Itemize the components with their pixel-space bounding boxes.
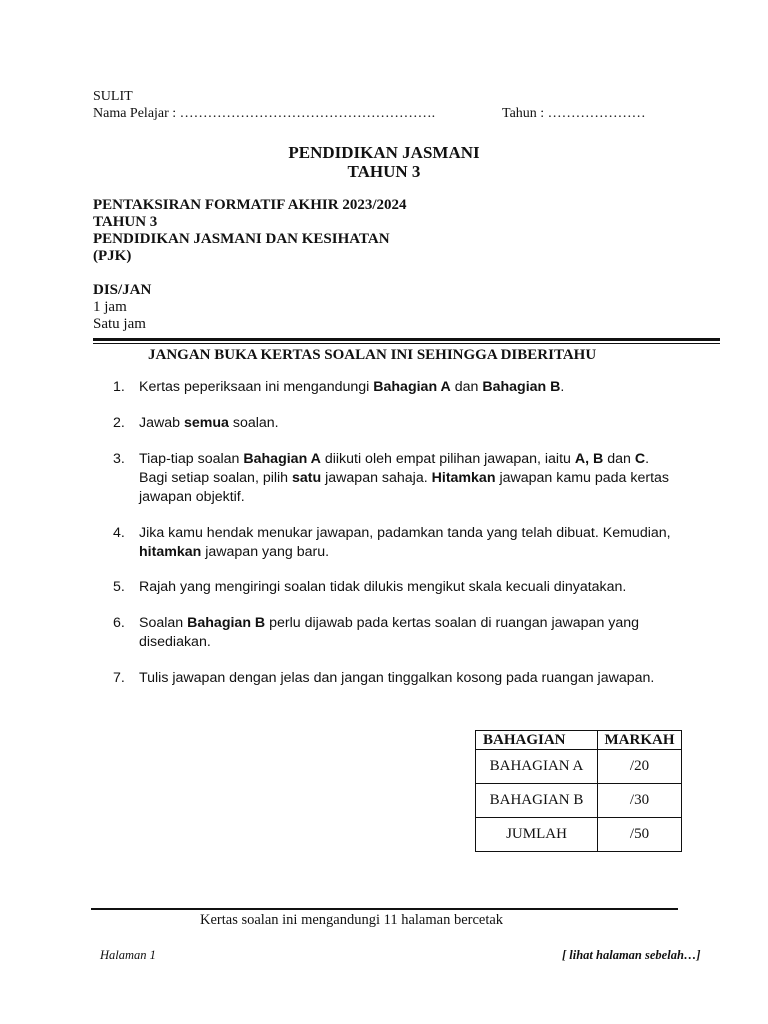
marks-table-header (476, 731, 682, 750)
exam-duration-words: Satu jam (93, 316, 146, 332)
divider-thick (93, 338, 720, 341)
instruction-text: Tulis jawapan dengan jelas dan jangan tinggalkan kosong pada ruangan jawapan. (139, 670, 655, 686)
instruction-text: . (560, 379, 565, 395)
instruction-text: jawapan yang baru. (201, 544, 330, 560)
instruction-text: jawapan sahaja. (321, 470, 432, 486)
exam-duration: 1 jam (93, 299, 127, 315)
instruction-item (113, 614, 673, 652)
exam-session: DIS/JAN (93, 282, 152, 298)
instruction-item (113, 414, 673, 433)
divider-thin (93, 343, 720, 344)
exam-year: TAHUN 3 (93, 214, 158, 230)
row-marks: /30 (598, 784, 682, 818)
instruction-emphasis: Bahagian B (482, 379, 561, 395)
instruction-item (113, 378, 673, 397)
subject-abbreviation: (PJK) (93, 248, 132, 264)
classification-label: SULIT (93, 89, 133, 104)
row-section: BAHAGIAN A (476, 750, 598, 784)
instruction-text: Soalan (139, 615, 188, 631)
instruction-item (113, 669, 673, 688)
marks-table (475, 730, 682, 852)
header-section: BAHAGIAN (476, 731, 598, 750)
table-row (476, 750, 682, 784)
subject-name: PENDIDIKAN JASMANI DAN KESIHATAN (93, 231, 390, 247)
instruction-number: 4. (113, 525, 125, 541)
instruction-text: diikuti oleh empat pilihan jawapan, iaitu (320, 451, 575, 467)
instruction-emphasis: Bahagian A (373, 379, 451, 395)
instruction-emphasis: Bahagian B (187, 615, 266, 631)
instruction-text: Rajah yang mengiringi soalan tidak dilukis mengikut skala kecuali dinyatakan. (139, 579, 627, 595)
student-name-field: Nama Pelajar : ………………………………………………. (93, 106, 436, 121)
warning-banner: JANGAN BUKA KERTAS SOALAN INI SEHINGGA DIBERITAHU (148, 347, 597, 363)
instruction-number: 2. (113, 415, 125, 431)
instruction-text: Kertas peperiksaan ini mengandungi (139, 379, 374, 395)
instruction-number: 1. (113, 379, 125, 395)
instruction-item (113, 450, 673, 507)
instruction-text: dan (450, 379, 483, 395)
instruction-item (113, 524, 673, 562)
page-number: Halaman 1 (100, 948, 156, 962)
next-page-note: [ lihat halaman sebelah…] (562, 948, 701, 962)
row-section: JUMLAH (476, 818, 598, 852)
instruction-text: soalan. (228, 415, 279, 431)
instruction-text: . Bagi setiap soalan, pilih (139, 451, 650, 486)
instruction-number: 6. (113, 615, 125, 631)
page-count-note: Kertas soalan ini mengandungi 11 halaman bercetak (200, 912, 504, 928)
instruction-text: jawapan kamu pada kertas jawapan objektif. (139, 470, 670, 505)
instruction-emphasis: semua (183, 415, 229, 431)
instruction-emphasis: Hitamkan (431, 470, 496, 486)
instruction-text: Tiap-tiap soalan (139, 451, 244, 467)
instruction-number: 5. (113, 579, 125, 595)
instructions-list (113, 378, 673, 688)
instruction-text: Jawab (139, 415, 184, 431)
instruction-emphasis: satu (292, 470, 322, 486)
instruction-emphasis: A, B (574, 451, 604, 467)
page-subtitle: TAHUN 3 (347, 162, 421, 181)
row-marks: /20 (598, 750, 682, 784)
row-section: BAHAGIAN B (476, 784, 598, 818)
instruction-emphasis: hitamkan (139, 544, 202, 560)
header-marks: MARKAH (598, 731, 682, 750)
instruction-number: 3. (113, 451, 125, 467)
instruction-number: 7. (113, 670, 125, 686)
table-row (476, 818, 682, 852)
instruction-text: Jika kamu hendak menukar jawapan, padamkan tanda yang telah dibuat. Kemudian, (139, 525, 671, 541)
instruction-emphasis: Bahagian A (243, 451, 321, 467)
page-title: PENDIDIKAN JASMANI (288, 143, 480, 162)
instruction-text: perlu dijawab pada kertas soalan di ruangan jawapan yang disediakan. (139, 615, 640, 650)
instruction-item (113, 578, 673, 597)
year-field: Tahun : ………………… (502, 106, 646, 121)
row-marks: /50 (598, 818, 682, 852)
instruction-emphasis: C (634, 451, 646, 467)
instruction-text: dan (603, 451, 635, 467)
assessment-name: PENTAKSIRAN FORMATIF AKHIR 2023/2024 (93, 197, 407, 213)
table-row (476, 784, 682, 818)
footer-divider (91, 908, 678, 910)
